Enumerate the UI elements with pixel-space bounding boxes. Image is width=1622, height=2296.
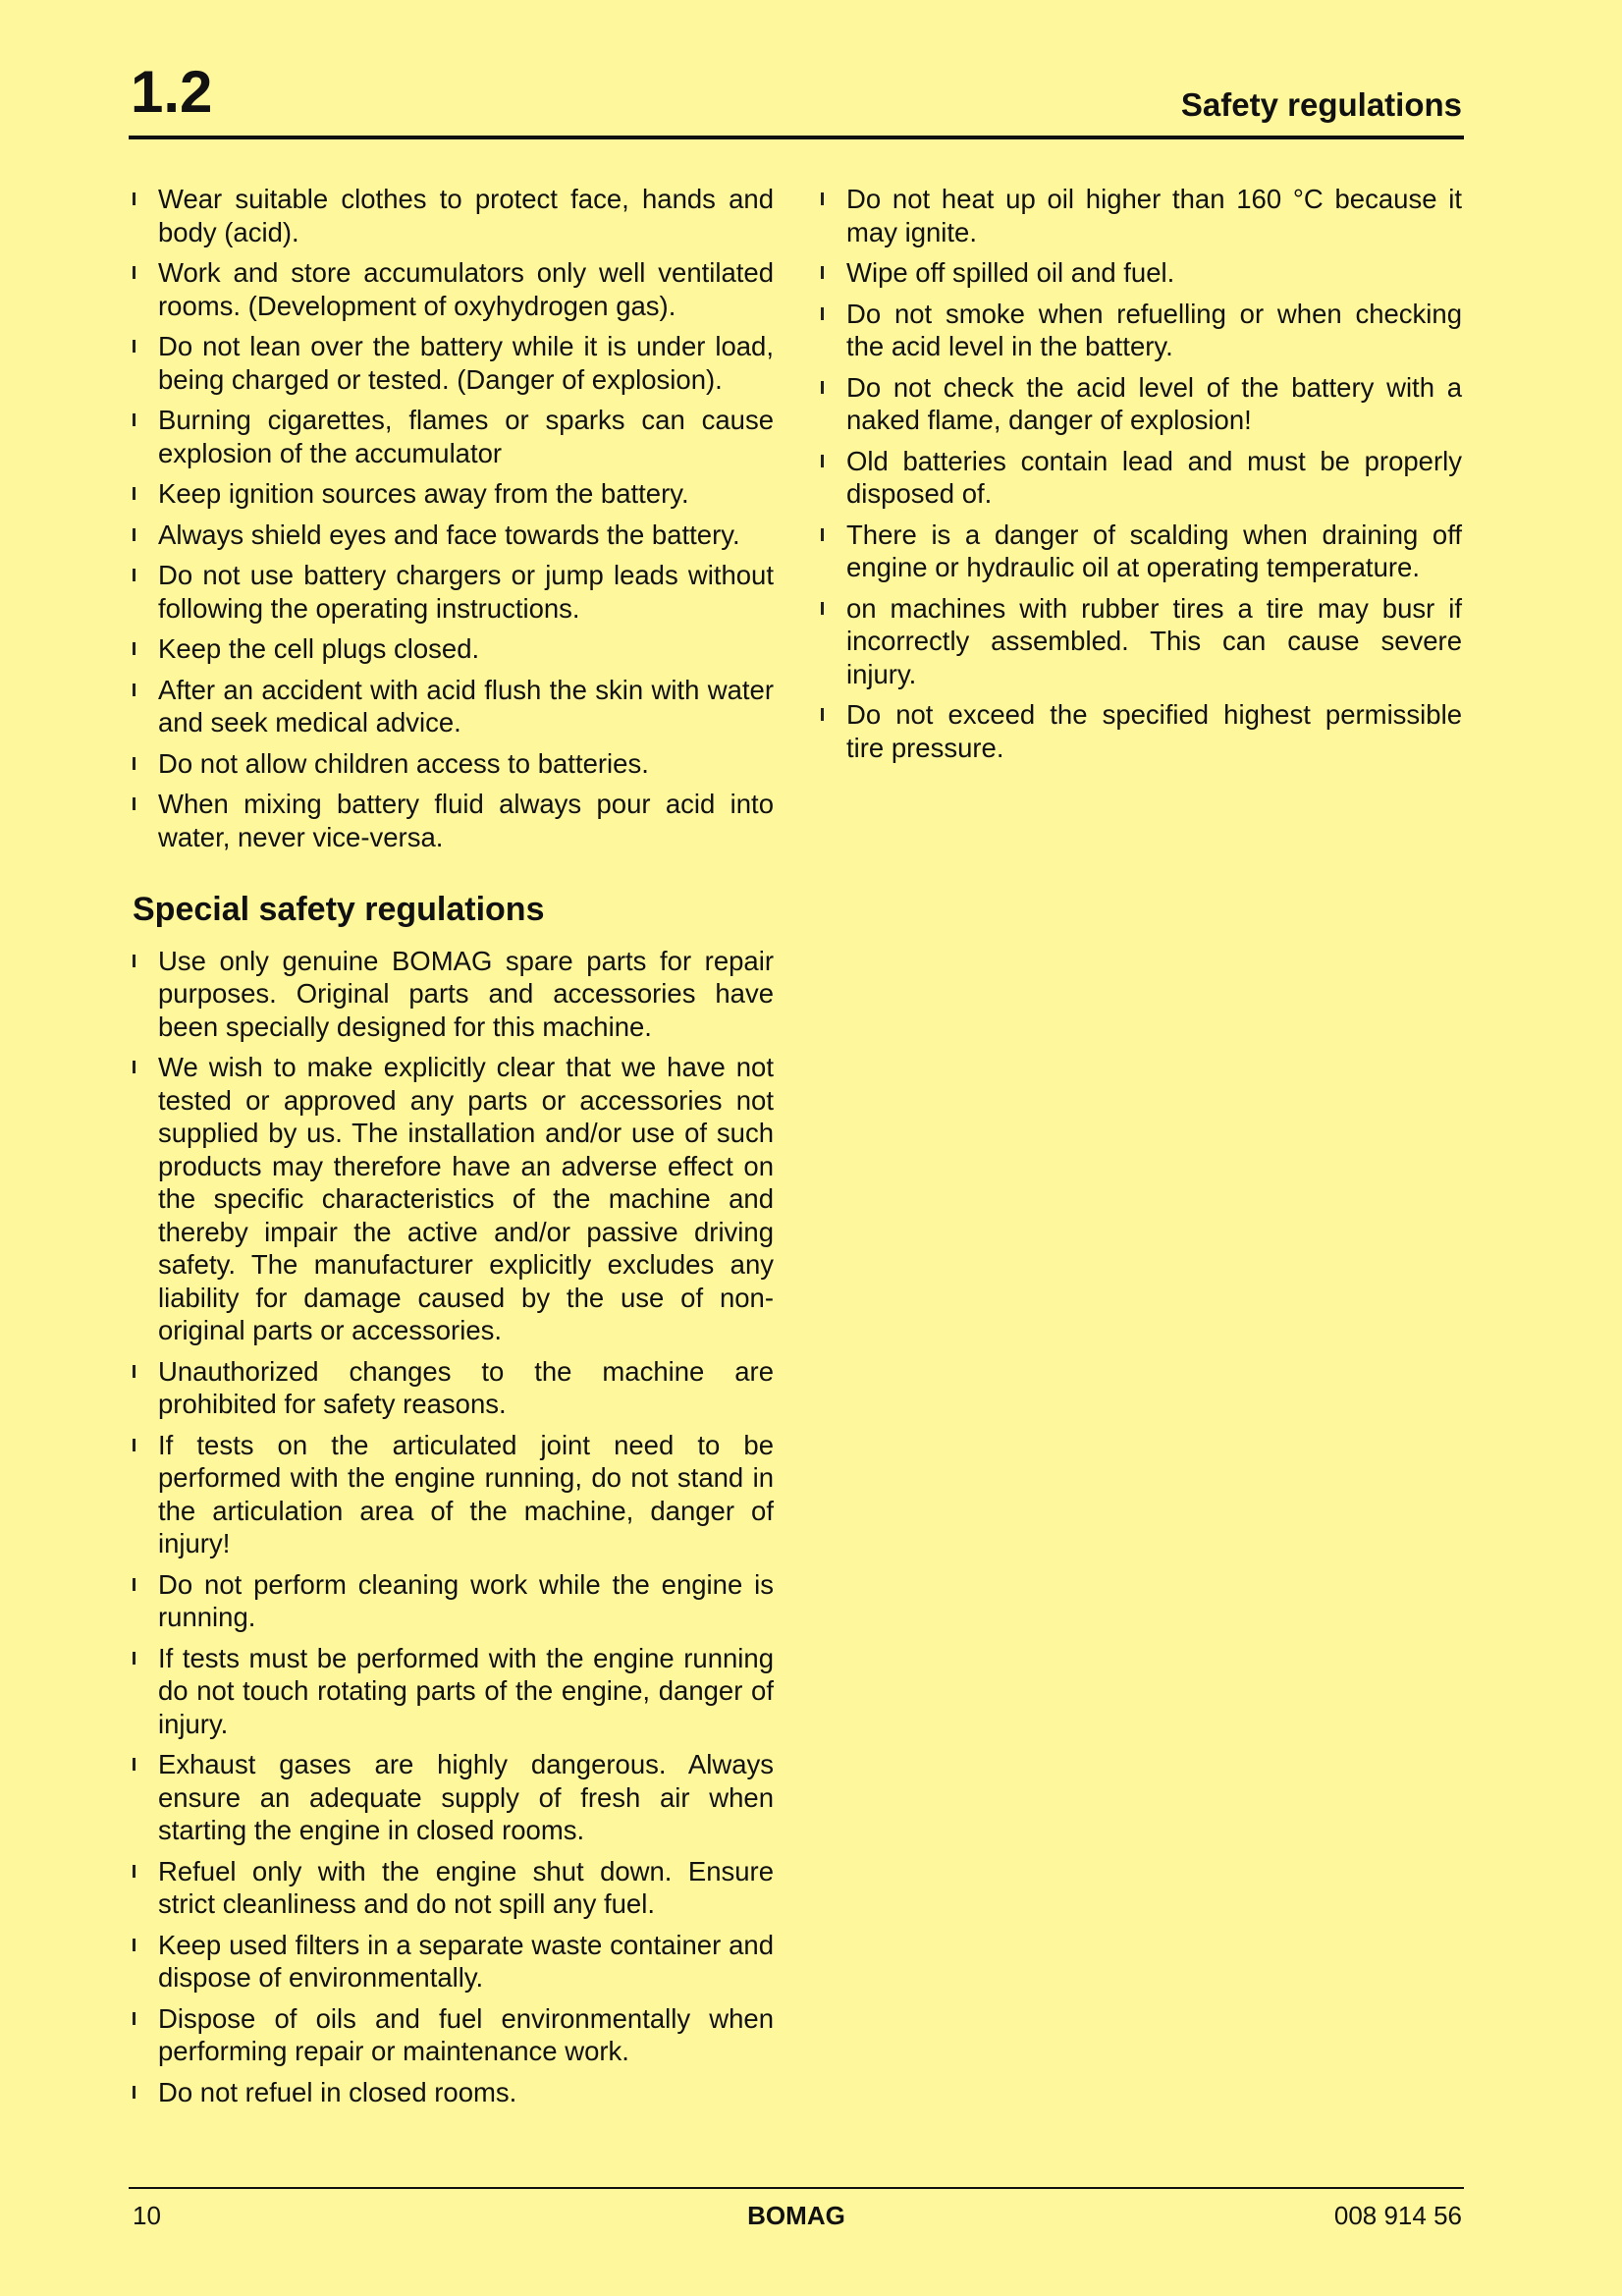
- list-item-text: Refuel only with the engine shut down. Ensure strict cleanliness and do not spill any fuel.: [158, 1855, 774, 1920]
- list-item-text: Do not lean over the battery while it is under load, being charged or tested. (Danger of explosion).: [158, 331, 774, 395]
- list-item-text: Burning cigarettes, flames or sparks can cause explosion of the accumulator: [158, 405, 774, 468]
- page-header: [129, 59, 1464, 139]
- list-item-text: Do not check the acid level of the battery with a naked flame, danger of explosion!: [846, 371, 1462, 435]
- list-item: [819, 445, 1462, 511]
- list-item: [131, 256, 774, 322]
- list-item: [131, 1855, 774, 1921]
- bullet-mark-icon: [133, 642, 135, 655]
- left-column: [131, 183, 774, 2116]
- bullet-mark-icon: [821, 528, 824, 541]
- list-item: [819, 256, 1462, 290]
- list-item-text: Keep the cell plugs closed.: [158, 633, 480, 664]
- section-title: Safety regulations: [1180, 86, 1462, 123]
- bullet-mark-icon: [133, 1758, 135, 1771]
- bullet-mark-icon: [133, 1865, 135, 1878]
- list-item: [819, 298, 1462, 363]
- bullet-mark-icon: [821, 381, 824, 394]
- list-item-text: Wear suitable clothes to protect face, hands and body (acid).: [158, 184, 774, 247]
- list-item-text: Old batteries contain lead and must be properly disposed of.: [846, 445, 1462, 509]
- list-item: [131, 330, 774, 396]
- list-item: [131, 1429, 774, 1560]
- bullet-mark-icon: [133, 1365, 135, 1378]
- list-item: [819, 519, 1462, 584]
- list-item-text: Use only genuine BOMAG spare parts for repair purposes. Original parts and accessories have been specially designed for this machine.: [158, 945, 774, 1042]
- list-item-text: on machines with rubber tires a tire may busr if incorrectly assembled. This can cause severe injury.: [846, 592, 1462, 689]
- list-item-text: After an accident with acid flush the skin with water and seek medical advice.: [158, 674, 774, 738]
- bullet-mark-icon: [133, 1439, 135, 1451]
- list-item: [131, 404, 774, 469]
- list-item-text: If tests must be performed with the engine running do not touch rotating parts of the engine, danger of injury.: [158, 1642, 774, 1739]
- list-item: [131, 747, 774, 781]
- bullet-mark-icon: [821, 266, 824, 279]
- bullet-mark-icon: [133, 266, 135, 279]
- list-item: [131, 632, 774, 666]
- bullet-mark-icon: [133, 2012, 135, 2025]
- bullet-mark-icon: [133, 955, 135, 967]
- bullet-mark-icon: [133, 1061, 135, 1073]
- list-item-text: Do not use battery chargers or jump leads without following the operating instructions.: [158, 560, 774, 624]
- bullet-mark-icon: [133, 569, 135, 581]
- bullet-mark-icon: [821, 307, 824, 320]
- list-item: [819, 698, 1462, 764]
- list-item: [131, 1929, 774, 1995]
- bullet-mark-icon: [133, 487, 135, 500]
- list-item-text: When mixing battery fluid always pour acid into water, never vice-versa.: [158, 789, 774, 852]
- list-item: [131, 2076, 774, 2109]
- list-item: [131, 1748, 774, 1847]
- list-item: [131, 1355, 774, 1421]
- list-item-text: Dispose of oils and fuel environmentally when performing repair or maintenance work.: [158, 2002, 774, 2067]
- list-item: [131, 2002, 774, 2068]
- list-item-text: Do not refuel in closed rooms.: [158, 2076, 517, 2107]
- list-item-text: Unauthorized changes to the machine are prohibited for safety reasons.: [158, 1355, 774, 1420]
- list-item: [131, 945, 774, 1044]
- list-item: [819, 371, 1462, 437]
- list-item: [131, 788, 774, 853]
- list-item: [819, 183, 1462, 248]
- list-item-text: Do not perform cleaning work while the engine is running.: [158, 1568, 774, 1633]
- list-item-text: We wish to make explicitly clear that we have not tested or approved any parts or accessories not supplied by us. The installation and/or use of such products may therefore have an adverse effect on the specific characteristics of the machine and thereby impair the active and/or passive driving safety. The manufacturer explicitly excludes any liability for damage caused by the use of non-original parts or accessories.: [158, 1052, 774, 1346]
- bullet-mark-icon: [821, 192, 824, 205]
- bullet-mark-icon: [133, 683, 135, 696]
- list-item-text: There is a danger of scalding when draining off engine or hydraulic oil at operating temperature.: [846, 519, 1462, 582]
- special-safety-list: [131, 945, 774, 2109]
- list-item: [131, 1051, 774, 1347]
- list-item-text: Do not heat up oil higher than 160 °C because it may ignite.: [846, 184, 1462, 247]
- list-item-text: Always shield eyes and face towards the battery.: [158, 519, 740, 550]
- battery-safety-list: [131, 183, 774, 853]
- list-item: [131, 674, 774, 739]
- list-item-text: Keep used filters in a separate waste container and dispose of environmentally.: [158, 1929, 774, 1994]
- list-item: [819, 592, 1462, 691]
- special-safety-heading: Special safety regulations: [133, 891, 545, 928]
- bullet-mark-icon: [133, 1578, 135, 1591]
- list-item-text: Wipe off spilled oil and fuel.: [846, 257, 1175, 288]
- list-item-text: Keep ignition sources away from the battery.: [158, 478, 689, 509]
- brand-name: BOMAG: [747, 2201, 845, 2230]
- list-item-text: Do not allow children access to batteries.: [158, 747, 649, 779]
- bullet-mark-icon: [133, 192, 135, 205]
- list-item: [131, 1642, 774, 1741]
- bullet-mark-icon: [133, 797, 135, 810]
- document-number: 008 914 56: [1333, 2201, 1462, 2230]
- bullet-mark-icon: [821, 602, 824, 615]
- list-item-text: Work and store accumulators only well ventilated rooms. (Development of oxyhydrogen gas).: [158, 257, 774, 321]
- list-item: [131, 519, 774, 552]
- bullet-mark-icon: [821, 455, 824, 467]
- list-item: [131, 1568, 774, 1634]
- bullet-mark-icon: [133, 2086, 135, 2099]
- list-item-text: Do not exceed the specified highest permissible tire pressure.: [846, 699, 1462, 763]
- bullet-mark-icon: [133, 757, 135, 770]
- list-item: [131, 183, 774, 248]
- list-item-text: If tests on the articulated joint need to be performed with the engine running, do not stand in the articulation area of the machine, danger of injury!: [158, 1429, 774, 1559]
- list-item-text: Exhaust gases are highly dangerous. Always ensure an adequate supply of fresh air when starting the engine in closed rooms.: [158, 1749, 774, 1846]
- list-item: [131, 477, 774, 511]
- bullet-mark-icon: [133, 1939, 135, 1951]
- page-number: 10: [133, 2201, 161, 2230]
- bullet-mark-icon: [133, 1652, 135, 1665]
- oil-fuel-safety-list: [819, 183, 1462, 764]
- list-item-text: Do not smoke when refuelling or when checking the acid level in the battery.: [846, 298, 1462, 361]
- bullet-mark-icon: [133, 340, 135, 353]
- bullet-mark-icon: [133, 413, 135, 426]
- bullet-mark-icon: [821, 708, 824, 721]
- page-footer: [129, 2187, 1464, 2238]
- section-number: 1.2: [131, 59, 213, 125]
- bullet-mark-icon: [133, 528, 135, 541]
- right-column: [819, 183, 1462, 772]
- list-item: [131, 559, 774, 625]
